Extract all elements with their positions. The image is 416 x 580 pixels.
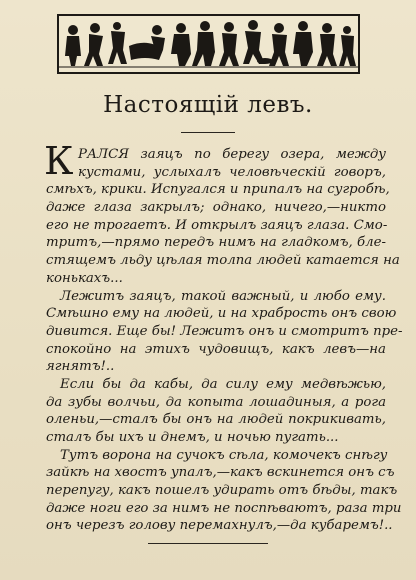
text-line: смѣхъ, крики. Испугался и припалъ на сугробѣ, xyxy=(46,182,390,198)
text-line: Лежитъ заяцъ, такой важный, и любо ему. xyxy=(60,288,386,304)
text-line: его не трогаетъ. И открылъ заяцъ глаза. Смо- xyxy=(46,217,388,233)
text-line: кустами, услыхалъ человѣческій говоръ, xyxy=(78,164,386,180)
text-line: стящемъ льду цѣлая толпа людей катается на xyxy=(46,253,400,269)
text-line: Смѣшно ему на людей, и на храбрость онъ свою xyxy=(46,306,397,322)
text-line: тритъ,—прямо передъ нимъ на гладкомъ, бле- xyxy=(46,235,386,251)
text-line: ягнятъ!.. xyxy=(46,359,115,375)
story-text xyxy=(46,146,403,535)
header-illustration xyxy=(57,14,360,74)
text-line: зайкѣ на хвостъ упалъ,—какъ вскинется онъ съ xyxy=(46,465,395,481)
text-line: даже ноги его за нимъ не поспѣваютъ, раза три xyxy=(46,500,402,516)
text-line: Тутъ ворона на сучокъ сѣла, комочекъ снѣгу xyxy=(60,447,388,463)
bottom-divider xyxy=(148,543,268,544)
text-line: дивится. Еще бы! Лежитъ онъ и смотритъ пре- xyxy=(46,323,403,339)
text-line: РАЛСЯ заяцъ по берегу озера, между xyxy=(78,147,386,162)
text-line: даже глаза закрылъ; однако, ничего,—никто xyxy=(46,200,386,216)
text-line: сталъ бы ихъ и днемъ, и ночью пугать... xyxy=(46,430,339,445)
text-line: перепугу, какъ пошелъ удирать отъ бѣды, такъ xyxy=(46,483,398,499)
text-line: конькахъ... xyxy=(46,270,123,286)
text-line: онъ черезъ голову перемахнулъ,—да кубаремъ!.. xyxy=(46,518,393,534)
text-line: Если бы да кабы, да силу ему медвѣжью, xyxy=(60,376,386,392)
text-line: да зубы волчьи, да копыта лошадиныя, а рога xyxy=(46,394,386,410)
drop-cap-letter: К xyxy=(44,139,74,183)
story-title: Настоящій левъ. xyxy=(103,92,313,118)
text-line: спокойно на этихъ чудовищъ, какъ левъ—на xyxy=(46,341,386,357)
text-line: оленьи,—сталъ бы онъ на людей покрикивать, xyxy=(46,412,386,428)
title-divider xyxy=(181,132,235,133)
silhouette-frieze-image xyxy=(59,16,358,72)
